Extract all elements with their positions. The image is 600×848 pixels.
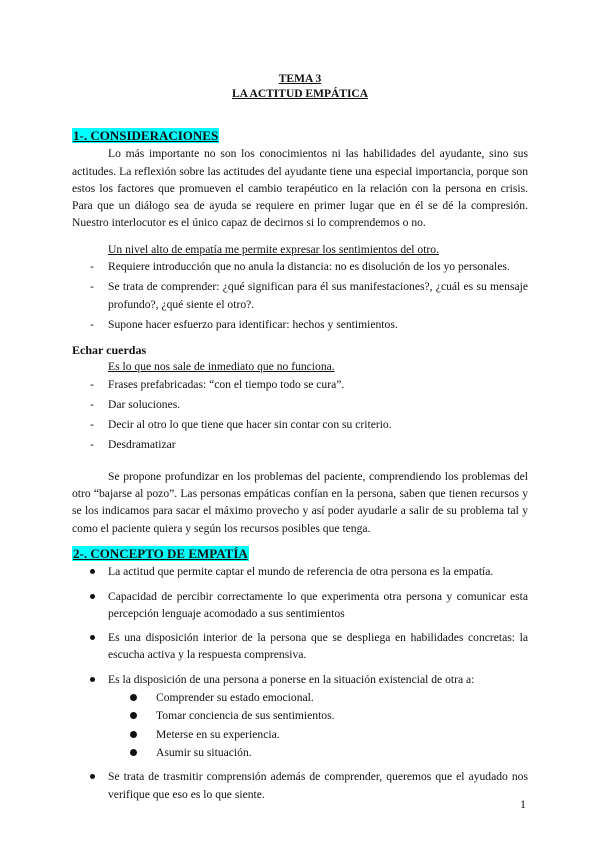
document-title: LA ACTITUD EMPÁTICA [231, 88, 369, 100]
section2-heading-line [72, 546, 528, 563]
topic-number: TEMA 3 [278, 73, 322, 85]
list-item: - Desdramatizar [90, 438, 176, 452]
section2-bullet-list [72, 563, 528, 803]
list-item: - Se trata de comprender: ¿qué significan para él sus manifestaciones?, ¿cuál es su mensaje profundo?, ¿qué siente el otro?. [90, 280, 528, 311]
sub-list-item: Tomar conciencia de sus sentimientos. [108, 707, 528, 724]
page-number: 1 [520, 797, 526, 811]
list-item: - Frases prefabricadas: “con el tiempo todo se cura”. [90, 377, 345, 391]
sub-list-item: Meterse en su experiencia. [108, 726, 528, 743]
echar-paragraph: Se propone profundizar en los problemas del paciente, comprendiendo los problemas del otro “bajarse al pozo”. Las personas empáticas confían en la persona, saben que tienen recursos y se los indicamos para sacar el máximo provecho y así poder ayudarle a salir de su problema tal y como el paciente quiera y según los recursos posibles que tenga. [72, 469, 528, 535]
list-item: Capacidad de percibir correctamente lo que experimenta otra persona y comunicar esta percepción lenguaje acomodado a sus sentimientos [72, 588, 528, 623]
list-item: La actitud que permite captar el mundo de referencia de otra persona es la empatía. [72, 563, 528, 580]
list-item: - Decir al otro lo que tiene que hacer sin contar con su criterio. [90, 418, 392, 432]
list-item: Es una disposición interior de la persona que se despliega en habilidades concretas: la escucha activa y la respuesta comprensiva. [72, 629, 528, 664]
section1-dash-list [72, 258, 528, 333]
echar-dash-list [72, 376, 528, 454]
list-item: - Supone hacer esfuerzo para identificar: hechos y sentimientos. [90, 317, 398, 331]
section2-sub-list [108, 689, 528, 761]
list-item: Se trata de trasmitir comprensión además de comprender, queremos que el ayudado nos verifique que eso es lo que siente. [72, 768, 528, 803]
list-item: Es la disposición de una persona a ponerse en la situación existencial de otra a: Comprender su estado emocional. Tomar conciencia de sus sentimientos. Meterse en su experiencia. Asumir su situación. [72, 671, 528, 761]
sub-list-item: Asumir su situación. [108, 744, 528, 761]
list-item: - Requiere introducción que no anula la distancia: no es disolución de los yo personales. [90, 260, 510, 274]
list-item: - Dar soluciones. [90, 397, 181, 411]
section1-heading: 1-. CONSIDERACIONES [73, 128, 219, 143]
sub-list-item: Comprender su estado emocional. [108, 689, 528, 706]
document-page [72, 72, 528, 810]
section2-heading: 2-. CONCEPTO DE EMPATÍA [73, 545, 248, 561]
section1-intro: Lo más importante no son los conocimientos ni las habilidades del ayudante, sino sus actitudes. La reflexión sobre las actitudes del ayudante tiene una especial importancia, porque son estos los factores que promueven el cambio terapéutico en la relación con la persona en crisis. Para que un diálogo sea de ayuda se requiere en primer lugar que en él se dé la compresión. Nuestro interlocutor es el único capaz de decirnos si lo comprendemos o no. [72, 147, 528, 230]
section1-heading-line [72, 128, 528, 145]
section1-underlined-statement: Un nivel alto de empatía me permite expresar los sentimientos del otro. [108, 242, 439, 256]
echar-underlined-statement: Es lo que nos sale de inmediato que no funciona. [108, 360, 335, 374]
echar-cuerdas-heading: Echar cuerdas [72, 343, 147, 358]
